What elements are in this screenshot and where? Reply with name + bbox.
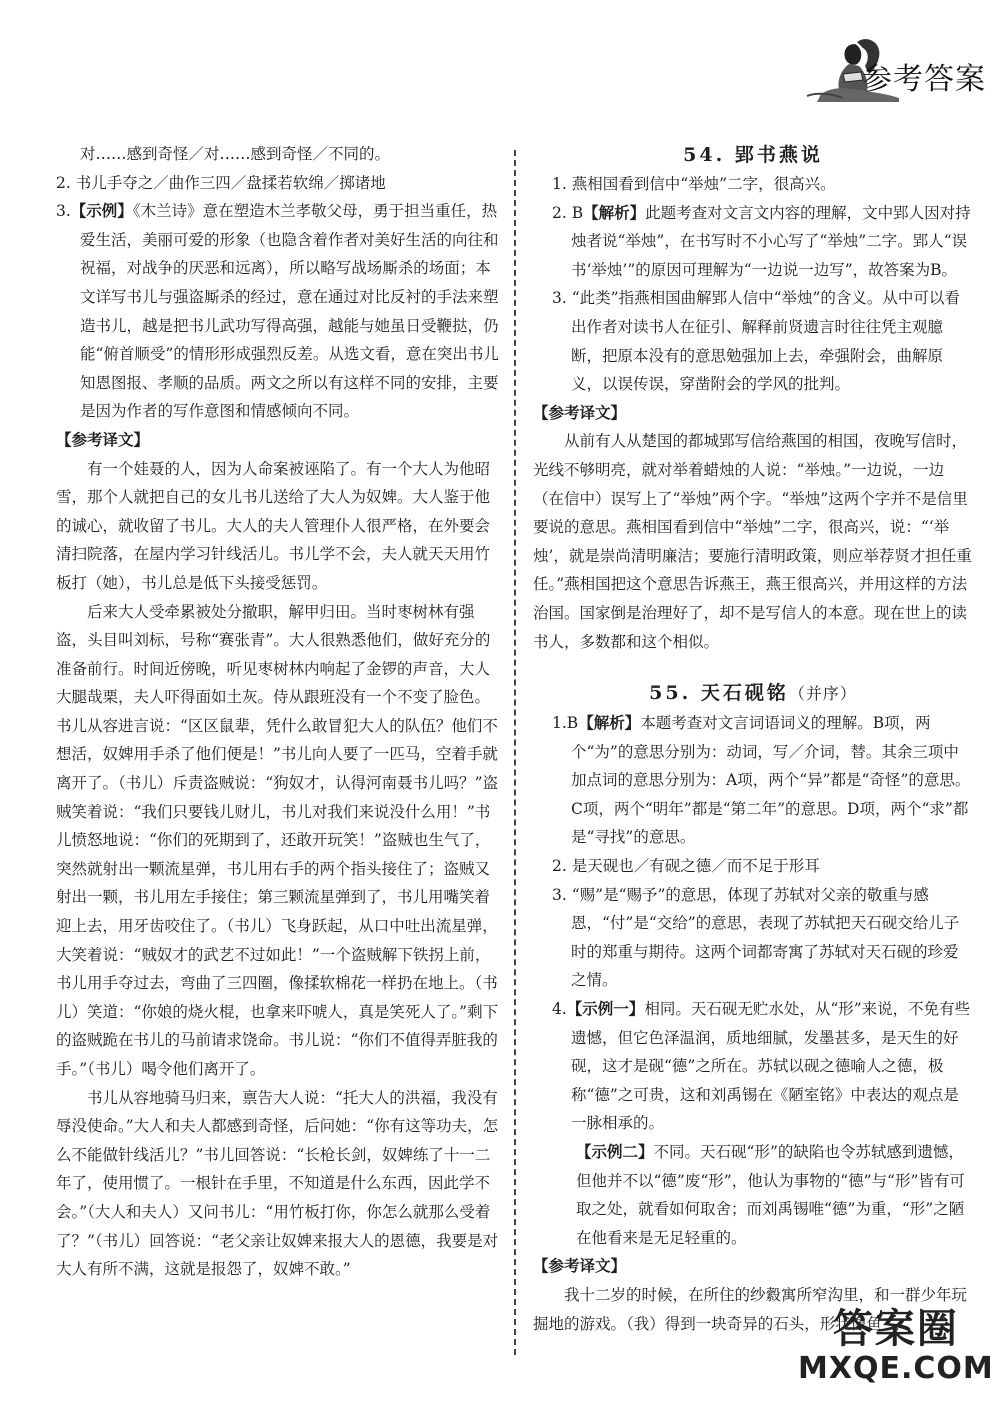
- answer-54-2-text: 此题考查对文言文内容的理解，文中郢人因对持烛者说“举烛”，在书写时不小心写了“举烛”二字。郢人“误书‘举烛’”的原因可理解为“一边说一边写”，故答案为B。: [571, 203, 971, 279]
- translation-heading: 【参考译文】: [533, 403, 627, 422]
- translation-paragraph: 我十二岁的时候，在所住的纱縠寓所窄沟里，和一群少年玩掘地的游戏。（我）得到一块奇异的石头，形状像鱼: [533, 1285, 968, 1333]
- answer-54-3: 3. “此类”指燕相国曲解郢人信中“举烛”的含义。从中可以看出作者对读书人在征引、解释前贤遗言时往往凭主观臆断，把原本没有的意思勉强加上去，牵强附会，曲解原义，以误传误，穿凿附会的学风的批判。: [552, 289, 960, 394]
- answer-54-1: 1. 燕相国看到信中“举烛”二字，很高兴。: [552, 175, 836, 193]
- answer-55-1-text: 本题考查对文言词语词义的理解。B项，两个“为”的意思分别为：动词，写／介词，替。其余三项中加点词的意思分别为：A项，两个“异”都是“奇怪”的意思。C项，两个“明年”都是“第二年”的意思。D项，两个“求”都是“寻找”的意思。: [571, 714, 971, 847]
- answer-55-3: 3. “赐”是“赐予”的意思，体现了苏轼对父亲的敬重与感恩，“付”是“交给”的意思，表现了苏轼把天石砚交给儿子时的郑重与期待。这两个词都寄寓了苏轼对天石砚的珍爱之情。: [552, 885, 960, 990]
- section-title-55: [533, 678, 973, 709]
- section-title-sub: （并序）: [788, 684, 857, 704]
- translation-paragraph: 有一个娃聂的人，因为人命案被诬陷了。有一个大人为他昭雪，那个人就把自己的女儿书儿送给了大人为奴婢。大人鉴于他的诚心，就收留了书儿。大人的夫人管理仆人很严格，在外要会清扫院落，在屋内学习针线活儿。书儿学不会，夫人就天天用竹板打（她），书儿总是低下头接受惩罚。: [56, 459, 491, 592]
- translation-paragraph: 后来大人受牵累被处分撤职，解甲归田。当时枣树林有强盗，头目叫刘标，号称“赛张青”。大人很熟悉他们，做好充分的准备前行。时间近傍晚，听见枣树林内响起了金锣的声音，大人大腿哉栗，夫人吓得面如土灰。侍从跟班没有一个不变了脸色。书儿从容进言说：“区区鼠辈，凭什么敢冒犯大人的队伍？他们不想活，奴婢用手杀了他们便是！”书儿向人要了一匹马，空着手就离开了。（书儿）斥责盗贼说：“狗奴才，认得河南聂书儿吗？”盗贼笑着说：“我们只要钱儿财儿，书儿对我们来说没什么用！”书儿愤怒地说：“你们的死期到了，还敢开玩笑！”盗贼也生气了，突然就射出一颗流星弹，书儿用右手的两个指头接住了；盗贼又射出一颗，书儿用左手接住；第三颗流星弹到了，书儿用嘴笑着迎上去，用牙齿咬住了。（书儿）飞身跃起，从口中吐出流星弹，大笑着说：“贼奴才的武艺不过如此！”一个盗贼解下铁拐上前，书儿用手夺过去，弯曲了三四圈，像揉软棉花一样扔在地上。（书儿）笑道：“你娘的烧火棍，也拿来吓唬人，真是笑死人了。”剩下的盗贼跪在书儿的马前请求饶命。书儿说：“你们不值得弄脏我的手。”（书儿）喝令他们离开了。: [56, 602, 499, 1078]
- answer-label: 2. B: [552, 203, 584, 222]
- answer-54-2: [552, 199, 973, 285]
- answer-2: 2. 书儿手夺之／曲作三四／盘揉若软绵／掷诸地: [56, 173, 386, 192]
- answer-3: 3.【示例】《木兰诗》意在塑造木兰孝敬父母，勇于担当重任，热爱生活，美丽可爱的形象（也隐含着作者对美好生活的向往和祝福，对战争的厌恶和远离），所以略写战场厮杀的场面；本文详写书儿与强盗厮杀的经过，意在通过对比反衬的手法来塑造书儿，越是把书儿武功写得高强，越能与她虽日受鞭挞，仍能“俯首顺受”的情形形成强烈反差。从选文看，意在突出书儿知恩图报、孝顺的品质。两文之所以有这样不同的安排，主要是因为作者的写作意图和情感倾向不同。: [56, 202, 499, 421]
- answer-continuation: 对……感到奇怪／对……感到奇怪／不同的。: [80, 145, 391, 163]
- analysis-tag: 【解析】: [583, 203, 646, 222]
- watermark: [798, 1306, 994, 1386]
- answer-3-text: 《木兰诗》意在塑造木兰孝敬父母，勇于担当重任，热爱生活，美丽可爱的形象（也隐含着作者对美好生活的向往和祝福，对战争的厌恶和远离），所以略写战场厮杀的场面；本文详写书儿与强盗厮杀的经过，意在通过对比反衬的手法来塑造书儿，越是把书儿武功写得高强，越能与她虽日受鞭挞，仍能“俯首顺受”的情形形成强烈反差。从选文看，意在突出书儿知恩图报、孝顺的品质。两文之所以有这样不同的安排，主要是因为作者的写作意图和情感倾向不同。: [80, 202, 499, 421]
- section-title-54: 54. 郢书燕说: [683, 144, 823, 166]
- analysis-tag: 【解析】: [578, 714, 641, 733]
- example-two-tag: 【示例二】: [576, 1143, 654, 1161]
- answer-55-4-example2: [552, 1138, 973, 1252]
- left-column: [56, 140, 501, 1284]
- watermark-text: 答案圈: [832, 1306, 959, 1352]
- section-title-text: 55. 天石砚铭: [649, 682, 789, 705]
- translation-paragraph: 从前有人从楚国的都城郢写信给燕国的相国，夜晚写信时，光线不够明亮，就对举着蜡烛的人说：“举烛。”一边说，一边（在信中）误写上了“举烛”两个字。“举烛”这两个字并不是信里要说的意思。燕相国看到信中“举烛”二字，很高兴，说：“‘举烛’，就是崇尚清明廉洁；要施行清明政策，则应举荐贤才担任重任。”燕相国把这个意思告诉燕王，燕王很高兴，并用这样的方法治国。国家倒是治理好了，却不是写信人的本意。现在世上的读书人，多数都和这个相似。: [533, 432, 972, 651]
- answer-55-4-text2: 不同。天石砚“形”的缺陷也令苏轼感到遗憾，但他并不以“德”废“形”，他认为事物的“德”与“形”皆有可取之处，就看如何取舍；而刘禹锡唯“德”为重，“形”之陋在他看来是无足轻重的。: [576, 1143, 965, 1247]
- example-one-tag: 【示例一】: [566, 1000, 645, 1019]
- answer-55-4-text1: 相同。天石砚无贮水处，从“形”来说，不免有些遗憾，但它色泽温润，质地细腻，发墨甚多，是天生的好砚，这才是砚“德”之所在。苏轼以砚之德喻人之德，极称“德”之可贵，这和刘禹锡在《陋室铭》中表达的观点是一脉相承的。: [571, 1000, 971, 1133]
- example-tag: 【示例】: [70, 202, 133, 221]
- page-header-title: 参考答案: [862, 62, 986, 97]
- answer-55-4: [552, 995, 973, 1138]
- answer-55-2: 2. 是天砚也／有砚之德／而不足于形耳: [552, 857, 820, 876]
- answer-55-1: [552, 709, 973, 852]
- translation-heading: 【参考译文】: [56, 430, 150, 449]
- translation-heading: 【参考译文】: [533, 1257, 627, 1276]
- right-column: [533, 140, 973, 1338]
- translation-paragraph: 书儿从容地骑马归来，禀告大人说：“托大人的洪福，我没有辱没使命。”大人和夫人都感到奇怪，后问她：“你有这等功夫，怎么不能做针线活儿？”书儿回答说：“长枪长剑，奴婢练了十一二年了，使用惯了。一根针在手里，不知道是什么东西，因此学不会。”（大人和夫人）又问书儿：“用竹板打你，你怎么就那么受着了？”（书儿）回答说：“老父亲让奴婢来报大人的恩德，我要是对大人有所不满，这就是报怨了，奴婢不敢。”: [56, 1088, 499, 1279]
- answer-label: 4.: [552, 1000, 567, 1019]
- column-divider: [514, 150, 516, 1355]
- answer-label: 1.B: [552, 714, 579, 733]
- watermark-url: MXQE.COM: [798, 1351, 994, 1386]
